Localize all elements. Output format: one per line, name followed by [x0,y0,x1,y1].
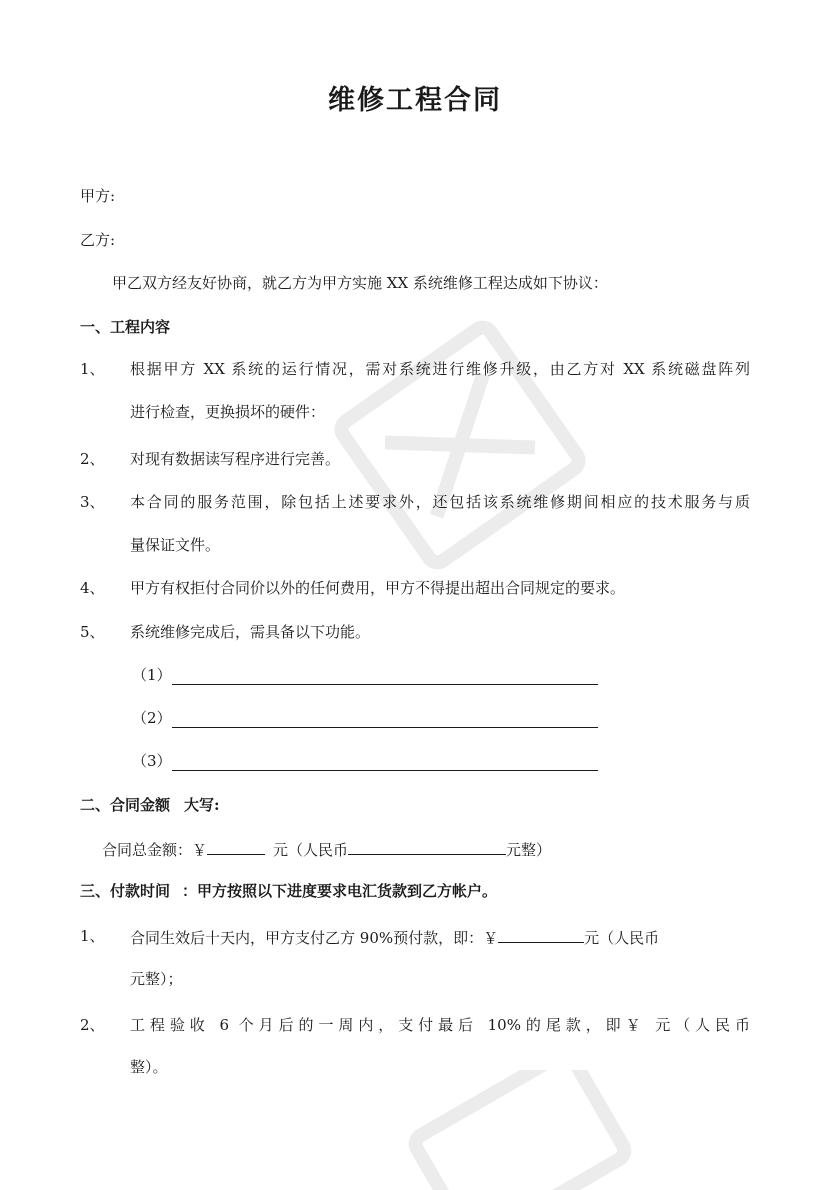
section1-heading: 一、工程内容 [80,318,171,336]
section3-heading [80,881,497,901]
payment2-line1: 工程验收 6 个月后的一周内，支付最后 10%的尾款，即￥ 元（人民币 [130,1016,750,1034]
item1-line2: 进行检查，更换损坏的硬件： [130,403,326,421]
item1-line1: 根据甲方 XX 系统的运行情况，需对系统进行维修升级，由乙方对 XX 系统磁盘阵列 [130,360,750,378]
section3-heading-suffix: ：甲方按照以下进度要求电汇货款到乙方帐户。 [182,882,498,900]
party-b-label: 乙方: [80,231,116,249]
section2-heading [80,795,220,815]
watermark-logo [330,300,590,590]
item5-number: 5、 [80,623,105,641]
function-2-label: （2） [132,709,172,727]
total-amount-suffix: 元整） [506,841,552,859]
payment1-prefix: 合同生效后十天内，甲方支付乙方 90%预付款，即：￥ [130,929,499,947]
item2-line1: 对现有数据读写程序进行完善。 [130,450,341,468]
function-1-blank [172,684,598,685]
total-amount-rmb-blank [348,838,506,855]
function-1-label: （1） [132,666,172,684]
total-amount-mid: 元（人民币 [273,841,349,859]
payment1-amount-blank [498,926,584,943]
item5-line1: 系统维修完成后，需具备以下功能。 [130,623,371,641]
party-a-label: 甲方: [80,187,116,205]
item4-line1: 甲方有权拒付合同价以外的任何费用，甲方不得提出超出合同规定的要求。 [130,579,626,597]
item4-number: 4、 [80,579,105,597]
item3-line1: 本合同的服务范围，除包括上述要求外，还包括该系统维修期间相应的技术服务与质 [130,493,750,511]
payment1-suffix: 元（人民币 [584,929,660,947]
payment2-line2: 整）。 [130,1058,168,1076]
watermark-logo-bottom [380,1070,640,1190]
total-amount-line [102,838,551,860]
item3-line2: 量保证文件。 [130,536,221,554]
intro-paragraph: 甲乙双方经友好协商，就乙方为甲方实施 XX 系统维修工程达成如下协议： [112,274,608,292]
total-amount-prefix: 合同总金额：￥ [102,841,208,859]
item1-number: 1、 [80,360,105,378]
function-3-label: （3） [132,752,172,770]
section2-heading-suffix: 大写: [184,796,220,814]
payment1-number: 1、 [80,927,105,945]
function-2-blank [172,727,598,728]
item2-number: 2、 [80,450,105,468]
payment1-line2: 元整）； [130,970,183,988]
payment2-number: 2、 [80,1016,105,1034]
item3-number: 3、 [80,493,105,511]
section3-heading-text: 三、付款时间 [80,882,171,900]
section2-heading-text: 二、合同金额 [80,796,171,814]
document-title: 维修工程合同 [328,85,502,116]
total-amount-blank [207,838,265,855]
payment1-line1 [130,926,659,948]
function-3-blank [172,770,598,771]
